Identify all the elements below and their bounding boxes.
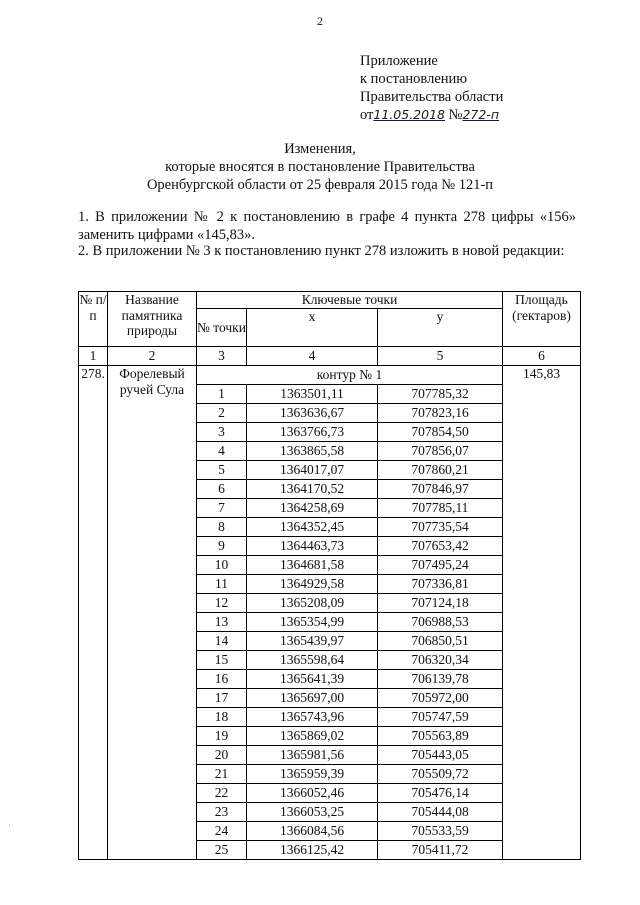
y-cell: 706320,34 [378,651,503,670]
from-label: от [360,107,374,123]
point-num-cell: 1 [197,385,247,404]
title-line3: Оренбургской области от 25 февраля 2015 года № 121-п [146,177,494,193]
appendix-line1: Приложение [360,53,438,69]
handwritten-number: 272-п [462,107,499,122]
x-cell: 1365697,00 [247,689,378,708]
item-num: 278. [79,366,108,860]
y-cell: 707124,18 [378,594,503,613]
y-cell: 705443,05 [378,746,503,765]
point-num-cell: 10 [197,556,247,575]
colnum-5: 5 [378,347,503,366]
contour-label: контур № 1 [197,366,503,385]
appendix-line3: Правительства области [360,89,504,105]
point-num-cell: 9 [197,537,247,556]
header-x: x [247,309,378,347]
x-cell: 1364681,58 [247,556,378,575]
x-cell: 1364170,52 [247,480,378,499]
document-title [0,140,640,194]
colnum-4: 4 [247,347,378,366]
x-cell: 1364017,07 [247,461,378,480]
item-name: Форелевый ручей Сула [108,366,197,860]
point-num-cell: 14 [197,632,247,651]
x-cell: 1365959,39 [247,765,378,784]
header-num: № п/п [79,292,108,347]
x-cell: 1365354,99 [247,613,378,632]
paragraph-2: 2. В приложении № 3 к постановлению пункт 278 изложить в новой редакции: [78,243,565,259]
y-cell: 706139,78 [378,670,503,689]
x-cell: 1365641,39 [247,670,378,689]
appendix-line2: к постановлению [360,71,468,87]
point-num-cell: 18 [197,708,247,727]
header-name: Название памятника природы [108,292,197,347]
item-area: 145,83 [503,366,581,860]
header-area: Площадь (гектаров) [503,292,581,347]
appendix-header [360,52,503,124]
point-num-cell: 20 [197,746,247,765]
x-cell: 1365208,09 [247,594,378,613]
handwritten-date: 11.05.2018 [373,107,445,122]
y-cell: 705476,14 [378,784,503,803]
y-cell: 707336,81 [378,575,503,594]
point-num-cell: 4 [197,442,247,461]
y-cell: 707860,21 [378,461,503,480]
point-num-cell: 11 [197,575,247,594]
y-cell: 707785,11 [378,499,503,518]
x-cell: 1364463,73 [247,537,378,556]
point-num-cell: 17 [197,689,247,708]
point-num-cell: 15 [197,651,247,670]
point-num-cell: 3 [197,423,247,442]
y-cell: 705444,08 [378,803,503,822]
paragraph-1: 1. В приложении № 2 к постановлению в графе 4 пункта 278 цифры «156» заменить цифрами «145,83». [78,209,576,243]
x-cell: 1363865,58 [247,442,378,461]
y-cell: 705972,00 [378,689,503,708]
y-cell: 707653,42 [378,537,503,556]
y-cell: 707735,54 [378,518,503,537]
appendix-date-line [360,106,503,124]
point-num-cell: 7 [197,499,247,518]
point-num-cell: 19 [197,727,247,746]
x-cell: 1366052,46 [247,784,378,803]
point-num-cell: 24 [197,822,247,841]
x-cell: 1365439,97 [247,632,378,651]
x-cell: 1366084,56 [247,822,378,841]
x-cell: 1363766,73 [247,423,378,442]
x-cell: 1363501,11 [247,385,378,404]
y-cell: 705509,72 [378,765,503,784]
colnum-2: 2 [108,347,197,366]
point-num-cell: 2 [197,404,247,423]
point-num-cell: 6 [197,480,247,499]
y-cell: 705533,59 [378,822,503,841]
y-cell: 706850,51 [378,632,503,651]
point-num-cell: 25 [197,841,247,860]
point-num-cell: 23 [197,803,247,822]
x-cell: 1365869,02 [247,727,378,746]
y-cell: 705563,89 [378,727,503,746]
colnum-3: 3 [197,347,247,366]
x-cell: 1363636,67 [247,404,378,423]
header-y: y [378,309,503,347]
x-cell: 1366053,25 [247,803,378,822]
header-point-num: № точки [197,309,247,347]
x-cell: 1365598,64 [247,651,378,670]
colnum-1: 1 [79,347,108,366]
y-cell: 705411,72 [378,841,503,860]
page-number: 2 [317,14,323,28]
point-num-cell: 5 [197,461,247,480]
point-num-cell: 8 [197,518,247,537]
point-num-cell: 21 [197,765,247,784]
margin-mark: · [8,820,11,830]
x-cell: 1366125,42 [247,841,378,860]
colnum-6: 6 [503,347,581,366]
x-cell: 1364258,69 [247,499,378,518]
x-cell: 1364929,58 [247,575,378,594]
keypoints-table [78,291,581,860]
y-cell: 707856,07 [378,442,503,461]
y-cell: 707823,16 [378,404,503,423]
point-num-cell: 12 [197,594,247,613]
x-cell: 1365981,56 [247,746,378,765]
point-num-cell: 16 [197,670,247,689]
y-cell: 706988,53 [378,613,503,632]
header-keypoints: Ключевые точки [197,292,503,309]
y-cell: 705747,59 [378,708,503,727]
point-num-cell: 22 [197,784,247,803]
x-cell: 1365743,96 [247,708,378,727]
y-cell: 707785,32 [378,385,503,404]
y-cell: 707854,50 [378,423,503,442]
point-num-cell: 13 [197,613,247,632]
number-label: № [448,107,463,123]
y-cell: 707846,97 [378,480,503,499]
title-line1: Изменения, [284,141,356,157]
title-line2: которые вносятся в постановление Правительства [165,159,475,175]
y-cell: 707495,24 [378,556,503,575]
x-cell: 1364352,45 [247,518,378,537]
